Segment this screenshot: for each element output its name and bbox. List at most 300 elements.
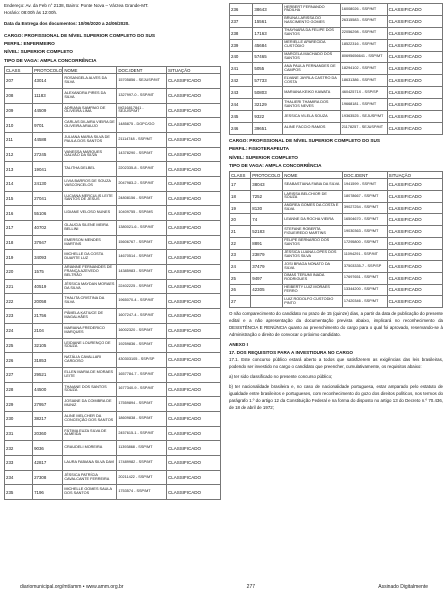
name-cell: LAURA FABIANA SILVA DAVI	[63, 456, 117, 471]
class-cell: 211	[5, 132, 33, 147]
situation-cell: CLASSIFICADO	[166, 191, 220, 206]
name-cell: BRUNA LARISSA DO NASCIMENTO GOMES	[283, 15, 341, 27]
doc-cell: 17420346 - SSP/MT	[342, 296, 387, 308]
doc-cell: 1965070-4 - SSP/MT	[117, 294, 167, 309]
name-cell: MICHELLE DA COSTA DUARTE LUZ	[63, 250, 117, 265]
table-row	[230, 237, 443, 249]
protocol-cell: 1575	[33, 265, 63, 280]
class-cell: 214	[5, 176, 33, 191]
protocol-cell: 17163	[253, 27, 283, 39]
situation-cell: CLASSIFICADO	[387, 75, 442, 87]
doc-cell: 16002320 - SSP/MT	[117, 323, 167, 338]
col-header-name: NOME	[63, 67, 117, 74]
doc-cell: 80695656641 - SSP/MT	[340, 51, 387, 63]
doc-cell: 1380021-6 - SSP/MT	[117, 221, 167, 236]
table-row	[5, 353, 221, 368]
name-cell: LUIZ RODOLFO CUSTODIO PINTO	[283, 296, 343, 308]
perfil-line-2: PERFIL: FISIOTERAPEUTA	[229, 146, 290, 152]
table-row	[5, 206, 221, 221]
situation-cell: CLASSIFICADO	[166, 367, 220, 382]
name-cell: ALINE FACCIO RAMOS	[283, 122, 341, 134]
name-cell: THAIANE DOS SANTOS SOUZA	[63, 382, 117, 397]
class-cell: 209	[5, 103, 33, 118]
protocol-cell: 37947	[33, 235, 63, 250]
table-row	[5, 235, 221, 250]
table-header-row	[230, 172, 443, 179]
situation-cell: CLASSIFICADO	[387, 202, 442, 214]
table-row	[230, 284, 443, 296]
situation-cell: CLASSIFICADO	[166, 456, 220, 471]
name-cell: ELLEN MARIA DE MORAES LEITE	[63, 367, 117, 382]
doc-cell: 11393868 - SSP/MT	[117, 441, 167, 456]
class-cell: 245	[230, 111, 253, 123]
doc-cell: MG16817841 - SEJUSP/MT	[117, 103, 167, 118]
protocol-cell: 11183	[33, 88, 63, 103]
protocol-cell: 74	[251, 214, 283, 226]
table-row	[5, 323, 221, 338]
situation-cell: CLASSIFICADO	[166, 485, 220, 500]
doc-cell: 37503335-7 - SSP/SP	[342, 261, 387, 273]
name-cell: ELVANE JAYRLA CASTRO DA COSTA	[283, 75, 341, 87]
digital-signature-note: Assinado Digitalmente	[378, 584, 428, 590]
name-cell: ANA PAULA FERNANDES DE CAMPOS	[283, 63, 341, 75]
class-cell: 225	[5, 338, 33, 353]
table-row	[230, 4, 443, 16]
doc-cell: 18294102 - SSP/MT	[340, 63, 387, 75]
col-header-name: NOME	[283, 172, 343, 179]
class-cell: 232	[5, 441, 33, 456]
doc-cell: 18631386 - SSP/MT	[340, 75, 387, 87]
classification-table-enfermeiro-continued	[229, 3, 443, 135]
protocol-cell: 50803	[253, 87, 283, 99]
right-column	[229, 3, 443, 412]
doc-cell: 19030363 - SSP/MT	[342, 226, 387, 238]
protocol-cell: 27308	[33, 470, 63, 485]
situation-cell: CLASSIFICADO	[387, 191, 442, 203]
table-row	[5, 250, 221, 265]
col-header-protocol: PROTOCOLO	[34, 67, 63, 73]
protocol-cell: 57733	[253, 75, 283, 87]
table-row	[5, 279, 221, 294]
name-cell: EMERSON MENDES MARTINS	[63, 235, 117, 250]
table-row	[5, 294, 221, 309]
situation-cell: CLASSIFICADO	[166, 353, 220, 368]
class-cell: 231	[5, 426, 33, 441]
table-header-row	[5, 67, 221, 74]
doc-cell: 24808156 - SSP/MT	[117, 191, 167, 206]
table-row	[230, 63, 443, 75]
protocol-cell: 9497	[251, 272, 283, 284]
cargo-line: CARGO: PROFISSIONAL DE NÍVEL SUPERIOR COMPLETO DO SUS	[4, 32, 156, 38]
tipo-line-2: TIPO DE VAGA: AMPLA CONCORRÊNCIA	[229, 163, 322, 169]
table-row	[230, 122, 443, 134]
class-cell: 208	[5, 88, 33, 103]
name-cell: LIDIANE VELOSO NUNES	[63, 206, 117, 221]
name-cell: MICHELLE GOMES SAULA DOS SANTOS	[63, 485, 117, 500]
left-column	[4, 3, 221, 500]
col-header-doc: DOC.IDENT	[342, 172, 387, 179]
anexo-heading: ANEXO I	[229, 341, 248, 347]
class-cell: 21	[230, 226, 251, 238]
protocol-cell: 32129	[253, 99, 283, 111]
situation-cell: CLASSIFICADO	[387, 27, 442, 39]
class-cell: 242	[230, 75, 253, 87]
col-header-situation: SITUAÇÃO	[387, 172, 442, 179]
name-cell: MARIANA KEIKO KAWATA	[283, 87, 341, 99]
situation-cell: CLASSIFICADO	[166, 411, 220, 426]
table-row	[230, 261, 443, 273]
class-cell: 228	[5, 382, 33, 397]
class-cell: 224	[5, 323, 33, 338]
protocol-cell: 7196	[33, 485, 63, 500]
protocol-cell: 55106	[33, 206, 63, 221]
situation-cell: CLASSIFICADO	[166, 103, 220, 118]
protocol-cell: 19041	[33, 162, 63, 177]
doc-cell: 14385983 - SSP/MT	[117, 265, 167, 280]
name-cell: STEFANE ROBERTA FIGUEIREDO MARTINS	[283, 226, 343, 238]
class-cell: 221	[5, 279, 33, 294]
table-row	[230, 272, 443, 284]
doc-cell: 39027254 - SSP/MT	[342, 202, 387, 214]
name-cell: THALIERI THAMIRA DOS SANTOS NEVES	[283, 99, 341, 111]
doc-cell: 1753574 - SSP/MT	[117, 485, 167, 500]
situation-cell: CLASSIFICADO	[166, 235, 220, 250]
situation-cell: CLASSIFICADO	[166, 162, 220, 177]
class-cell: 216	[5, 206, 33, 221]
nivel-line-2: NÍVEL: SUPERIOR COMPLETO	[229, 154, 298, 160]
situation-cell: CLASSIFICADO	[387, 249, 442, 261]
protocol-cell: 40702	[33, 221, 63, 236]
protocol-cell: 38043	[251, 179, 283, 191]
name-cell: LARISSA BELCHIOR DE SOUZA	[283, 191, 343, 203]
name-cell: SEABASTIANA FABIA DA SILVA	[283, 179, 343, 191]
name-cell: PÂMELA KATIUCE DE MAGALHÃES	[63, 309, 117, 324]
table-row	[230, 226, 443, 238]
class-cell: 219	[5, 250, 33, 265]
doc-cell: 2202335-8 - SSP/MT	[117, 162, 167, 177]
table-row	[230, 179, 443, 191]
class-cell: 26	[230, 284, 251, 296]
table-row	[230, 39, 443, 51]
class-cell: 227	[5, 367, 33, 382]
name-cell: THAYNARA DA FELIPE DOS SANTOS	[283, 27, 341, 39]
name-cell: THALITA CRISTINA DA SILVA	[63, 294, 117, 309]
situation-cell: CLASSIFICADO	[166, 221, 220, 236]
protocol-cell: 2104	[33, 323, 63, 338]
name-cell: GLAUCIA SILENE MEIRA BELLINI	[63, 221, 117, 236]
doc-cell: 1657784-7 - SSP/MT	[117, 367, 167, 382]
table-row	[5, 132, 221, 147]
table-row	[230, 202, 443, 214]
class-cell: 213	[5, 162, 33, 177]
protocol-cell: 38217	[33, 411, 63, 426]
name-cell: ROSANGELA ALVES DA SILVA	[63, 74, 117, 89]
situation-cell: CLASSIFICADO	[166, 323, 220, 338]
situation-cell: CLASSIFICADO	[166, 338, 220, 353]
class-cell: 17	[230, 179, 251, 191]
class-cell: 238	[230, 27, 253, 39]
name-cell: JÉSSICA LUANA LOPES DOS SANTOS SILVA	[283, 249, 343, 261]
situation-cell: CLASSIFICADO	[387, 51, 442, 63]
table-row	[5, 382, 221, 397]
doc-cell: 18522316 - SSP/MT	[340, 39, 387, 51]
name-cell: ALINE MELCHER DA CONCEIÇÃO DOS SANTOS	[63, 411, 117, 426]
table-row	[230, 75, 443, 87]
col-header-situation: SITUAÇÃO	[166, 67, 220, 74]
dates-line: Data da Entrega dos documentos: 10/06/2020 a 24/06/2020.	[4, 21, 130, 27]
class-cell: 23	[230, 249, 251, 261]
table-row	[5, 441, 221, 456]
classification-table-enfermeiro	[4, 66, 221, 500]
class-cell: 223	[5, 309, 33, 324]
footer-url[interactable]: diariomunicipal.org/mt/amm • www.amm.org.br	[20, 584, 124, 590]
doc-cell: 15606767 - SSP/MT	[117, 235, 167, 250]
doc-cell: 22056298 - SSP/MT	[340, 27, 387, 39]
name-cell: JOSI BRAGA NONATO DA SILVA	[283, 261, 343, 273]
table-row	[230, 296, 443, 308]
table-row	[5, 191, 221, 206]
table-row	[5, 103, 221, 118]
protocol-cell: 9322	[253, 111, 283, 123]
name-cell: LIVIA BARROS DE SOUZA VASCONCELOS	[63, 176, 117, 191]
page-footer	[20, 585, 428, 591]
class-cell: 230	[5, 411, 33, 426]
situation-cell: CLASSIFICADO	[387, 261, 442, 273]
protocol-cell: 20058	[33, 294, 63, 309]
doc-cell: 16008026 - SSP/MT	[340, 4, 387, 16]
situation-cell: CLASSIFICADO	[387, 111, 442, 123]
class-cell: 241	[230, 63, 253, 75]
situation-cell: CLASSIFICADO	[166, 118, 220, 133]
protocol-cell: 9701	[33, 118, 63, 133]
name-cell: ARIANNE FERNANDES DE FRANÇA AZEVEDO BELTRÃO	[63, 265, 117, 280]
doc-cell: 21114748 - SSP/MT	[117, 132, 167, 147]
desistencia-paragraph: O não comparecimento do candidato no prazo de 15 (quinze) dias, a partir da data de publicação do presente edital e a não apresentação da documentação prevista abaixo, implicará no reconhecimento da DESISTÊNCIA E RENÚNCIA quanto ao preenchimento do cargo para o qual foi aprovado, reservando-se à Administração o direito de convocar o próximo candidato.	[229, 310, 443, 337]
class-cell: 235	[5, 485, 33, 500]
doc-cell: 10409755 - SSP/MS	[117, 206, 167, 221]
doc-cell: 20211422 - SSP/MT	[117, 470, 167, 485]
protocol-cell: 43014	[33, 74, 63, 89]
table-row	[5, 221, 221, 236]
protocol-cell: 20360	[33, 426, 63, 441]
table-row	[5, 265, 221, 280]
doc-cell: 17697651 - SSP/MT	[342, 272, 387, 284]
protocol-cell: 44588	[33, 132, 63, 147]
name-cell: LEIDIANE LOURENÇO DE SOUZA	[63, 338, 117, 353]
nivel-line: NÍVEL: SUPERIOR COMPLETO	[4, 49, 73, 55]
doc-cell: 1677340-9 - SSP/MT	[117, 382, 167, 397]
protocol-cell: 44500	[33, 382, 63, 397]
doc-cell: 26315583 - SSP/MT	[340, 15, 387, 27]
col-header-class: CLASS	[230, 172, 251, 179]
situation-cell: CLASSIFICADO	[166, 426, 220, 441]
class-cell: 220	[5, 265, 33, 280]
situation-cell: CLASSIFICADO	[387, 296, 442, 308]
table-row	[5, 456, 221, 471]
situation-cell: CLASSIFICADO	[387, 284, 442, 296]
name-cell: JULIANA MARIA SILVA DE PAULA DOS SANTOS	[63, 132, 117, 147]
protocol-cell	[251, 296, 283, 308]
protocol-cell: 32105	[33, 338, 63, 353]
table-row	[230, 87, 443, 99]
doc-cell: 46042571X - SSP/SP	[340, 87, 387, 99]
class-cell: 236	[230, 4, 253, 16]
class-cell: 24	[230, 261, 251, 273]
doc-cell: 430303105 - SSP/SP	[117, 353, 167, 368]
name-cell: ALEXANDRA PIRES DA SILVA	[63, 88, 117, 103]
doc-cell: 15705856 - SEJUSP/MT	[117, 74, 167, 89]
table-row	[5, 88, 221, 103]
class-cell: 226	[5, 353, 33, 368]
name-cell: CRAUDELI MOREIRA	[63, 441, 117, 456]
name-cell: VANESSA MARQUES GALVÃO DA SILVA	[63, 147, 117, 162]
name-cell: JÉSSICA MAYDAN MORAES DA SILVA	[63, 279, 117, 294]
table-row	[230, 99, 443, 111]
protocol-cell: 9036	[33, 441, 63, 456]
situation-cell: CLASSIFICADO	[166, 470, 220, 485]
doc-cell: 1327997-0 - SSP/MT	[117, 88, 167, 103]
class-cell: 25	[230, 272, 251, 284]
protocol-cell: 7252	[251, 191, 283, 203]
table-row	[5, 118, 221, 133]
protocol-cell: 45684	[253, 39, 283, 51]
protocol-cell: 44509	[33, 103, 63, 118]
protocol-cell: 8130	[251, 202, 283, 214]
situation-cell: CLASSIFICADO	[166, 265, 220, 280]
table-row	[5, 426, 221, 441]
protocol-cell: 34093	[33, 250, 63, 265]
table-row	[230, 51, 443, 63]
doc-cell: 14378290 - SSP/MT	[117, 147, 167, 162]
table-row	[5, 176, 221, 191]
class-cell: 18	[230, 191, 251, 203]
doc-cell: 18078667 - SSP/MT	[342, 191, 387, 203]
class-cell: 244	[230, 99, 253, 111]
protocol-cell: 15561	[253, 15, 283, 27]
protocol-cell: 52183	[251, 226, 283, 238]
doc-cell: 19363525 - SEJUSP/MT	[340, 111, 387, 123]
doc-cell: 19259836 - SSP/MT	[117, 338, 167, 353]
page-number: 277	[246, 584, 256, 590]
name-cell: HEIBERTY LUIZ MORAES FERRO	[283, 284, 343, 296]
name-cell: FÁTIMA EUZA SILVA DE ALMEIDA	[63, 426, 117, 441]
protocol-cell: 23879	[251, 249, 283, 261]
doc-cell: 13344200 - SSP/MT	[342, 284, 387, 296]
situation-cell: CLASSIFICADO	[387, 237, 442, 249]
table-row	[5, 397, 221, 412]
requisito-a: a) ter sido classificado no presente concurso público;	[229, 374, 333, 380]
situation-cell: CLASSIFICADO	[387, 99, 442, 111]
protocol-cell: 8891	[251, 237, 283, 249]
table-row	[5, 147, 221, 162]
situation-cell: CLASSIFICADO	[387, 272, 442, 284]
situation-cell: CLASSIFICADO	[166, 88, 220, 103]
class-cell: 212	[5, 147, 33, 162]
class-cell: 246	[230, 122, 253, 134]
situation-cell: CLASSIFICADO	[166, 294, 220, 309]
situation-cell: CLASSIFICADO	[387, 63, 442, 75]
situation-cell: CLASSIFICADO	[387, 87, 442, 99]
name-cell: HERBERT FERNANDO PADILHA	[283, 4, 341, 16]
name-cell: JOSIANE DA COIMBRA DE MUNIZ	[63, 397, 117, 412]
doc-cell: 11094291 - SSP/MT	[342, 249, 387, 261]
protocol-cell: 42305	[251, 284, 283, 296]
table-row	[230, 15, 443, 27]
tipo-line: TIPO DE VAGA: AMPLA CONCORRÊNCIA	[4, 57, 97, 63]
name-cell: ANDREA GOMES DA COSTA E SILVA	[283, 202, 343, 214]
class-cell: 237	[230, 15, 253, 27]
class-cell: 222	[5, 294, 33, 309]
name-cell: MARCELA MACHADO DOS SANTOS	[283, 51, 341, 63]
name-cell: JESSICA VILELA SOUZA	[283, 111, 341, 123]
table-row	[5, 485, 221, 500]
table-row	[230, 214, 443, 226]
protocol-cell: 24130	[33, 176, 63, 191]
class-cell: 22	[230, 237, 251, 249]
doc-cell: 1607247-4 - SSP/MT	[117, 309, 167, 324]
situation-cell: CLASSIFICADO	[387, 179, 442, 191]
protocol-cell: 40519	[33, 279, 63, 294]
requisitos-heading: 17. DOS REQUISITOS PARA A INVESTIDURA NO CARGO	[229, 350, 353, 356]
name-cell: MARIANA FREDERICO MARQUES	[63, 323, 117, 338]
protocol-cell: 57465	[253, 51, 283, 63]
protocol-cell: 29521	[33, 367, 63, 382]
situation-cell: CLASSIFICADO	[387, 15, 442, 27]
name-cell: FELIPE BERNARDO DOS SANTOS	[283, 237, 343, 249]
protocol-cell: 38643	[253, 4, 283, 16]
class-cell: 20	[230, 214, 251, 226]
name-cell: MERIELLE APARECIDA CUSTÓDIO	[283, 39, 341, 51]
situation-cell: CLASSIFICADO	[166, 74, 220, 89]
table-row	[230, 27, 443, 39]
protocol-cell: 27041	[33, 191, 63, 206]
hours-line: Horário: 08:00h às 12:00h.	[4, 10, 58, 16]
situation-cell: CLASSIFICADO	[387, 39, 442, 51]
name-cell: CARLAS DILAIRA VIEIRA DE OLIVEIRA ARAUJO	[63, 118, 117, 133]
situation-cell: CLASSIFICADO	[166, 147, 220, 162]
situation-cell: CLASSIFICADO	[166, 382, 220, 397]
protocol-cell: 27957	[33, 397, 63, 412]
protocol-cell: 5055	[253, 63, 283, 75]
doc-cell: 16504670 - SSP/MT	[342, 214, 387, 226]
doc-cell: 18609838 - SSP/MT	[117, 411, 167, 426]
table-row	[5, 470, 221, 485]
name-cell: DIMAS TERUMI INADA RODRIGUES	[283, 272, 343, 284]
doc-cell: 19668181 - SSP/MT	[340, 99, 387, 111]
name-cell: ADRIANA SAMPAIO DE OLIVEIRA LIMA	[63, 103, 117, 118]
table-row	[5, 74, 221, 89]
class-cell: 243	[230, 87, 253, 99]
protocol-cell: 27245	[33, 147, 63, 162]
situation-cell: CLASSIFICADO	[387, 214, 442, 226]
protocol-cell: 42817	[33, 456, 63, 471]
doc-cell: 21178257 - SEJUSP/MT	[340, 122, 387, 134]
name-cell: NATÁLIA CAVALLARI CARDOSO	[63, 353, 117, 368]
class-cell: 207	[5, 74, 33, 89]
class-cell: 234	[5, 470, 33, 485]
table-row	[5, 309, 221, 324]
doc-cell: 2047983-2 - SSP/MT	[117, 176, 167, 191]
table-row	[230, 191, 443, 203]
doc-cell: 14670514 - SSP/MT	[117, 250, 167, 265]
col-header-doc: DOC.IDENT	[117, 67, 167, 74]
protocol-cell: 37479	[251, 261, 283, 273]
class-cell: 233	[5, 456, 33, 471]
protocol-cell: 39651	[253, 122, 283, 134]
requisitos-paragraph: 17.1. Este concurso público estará aberto a todos que satisfizerem as exigências das leis brasileiras, podendo ser investido no cargo o candidato que preencher, cumulativamente, os requisitos abaixo:	[229, 357, 443, 370]
class-cell: 229	[5, 397, 33, 412]
table-row	[5, 162, 221, 177]
